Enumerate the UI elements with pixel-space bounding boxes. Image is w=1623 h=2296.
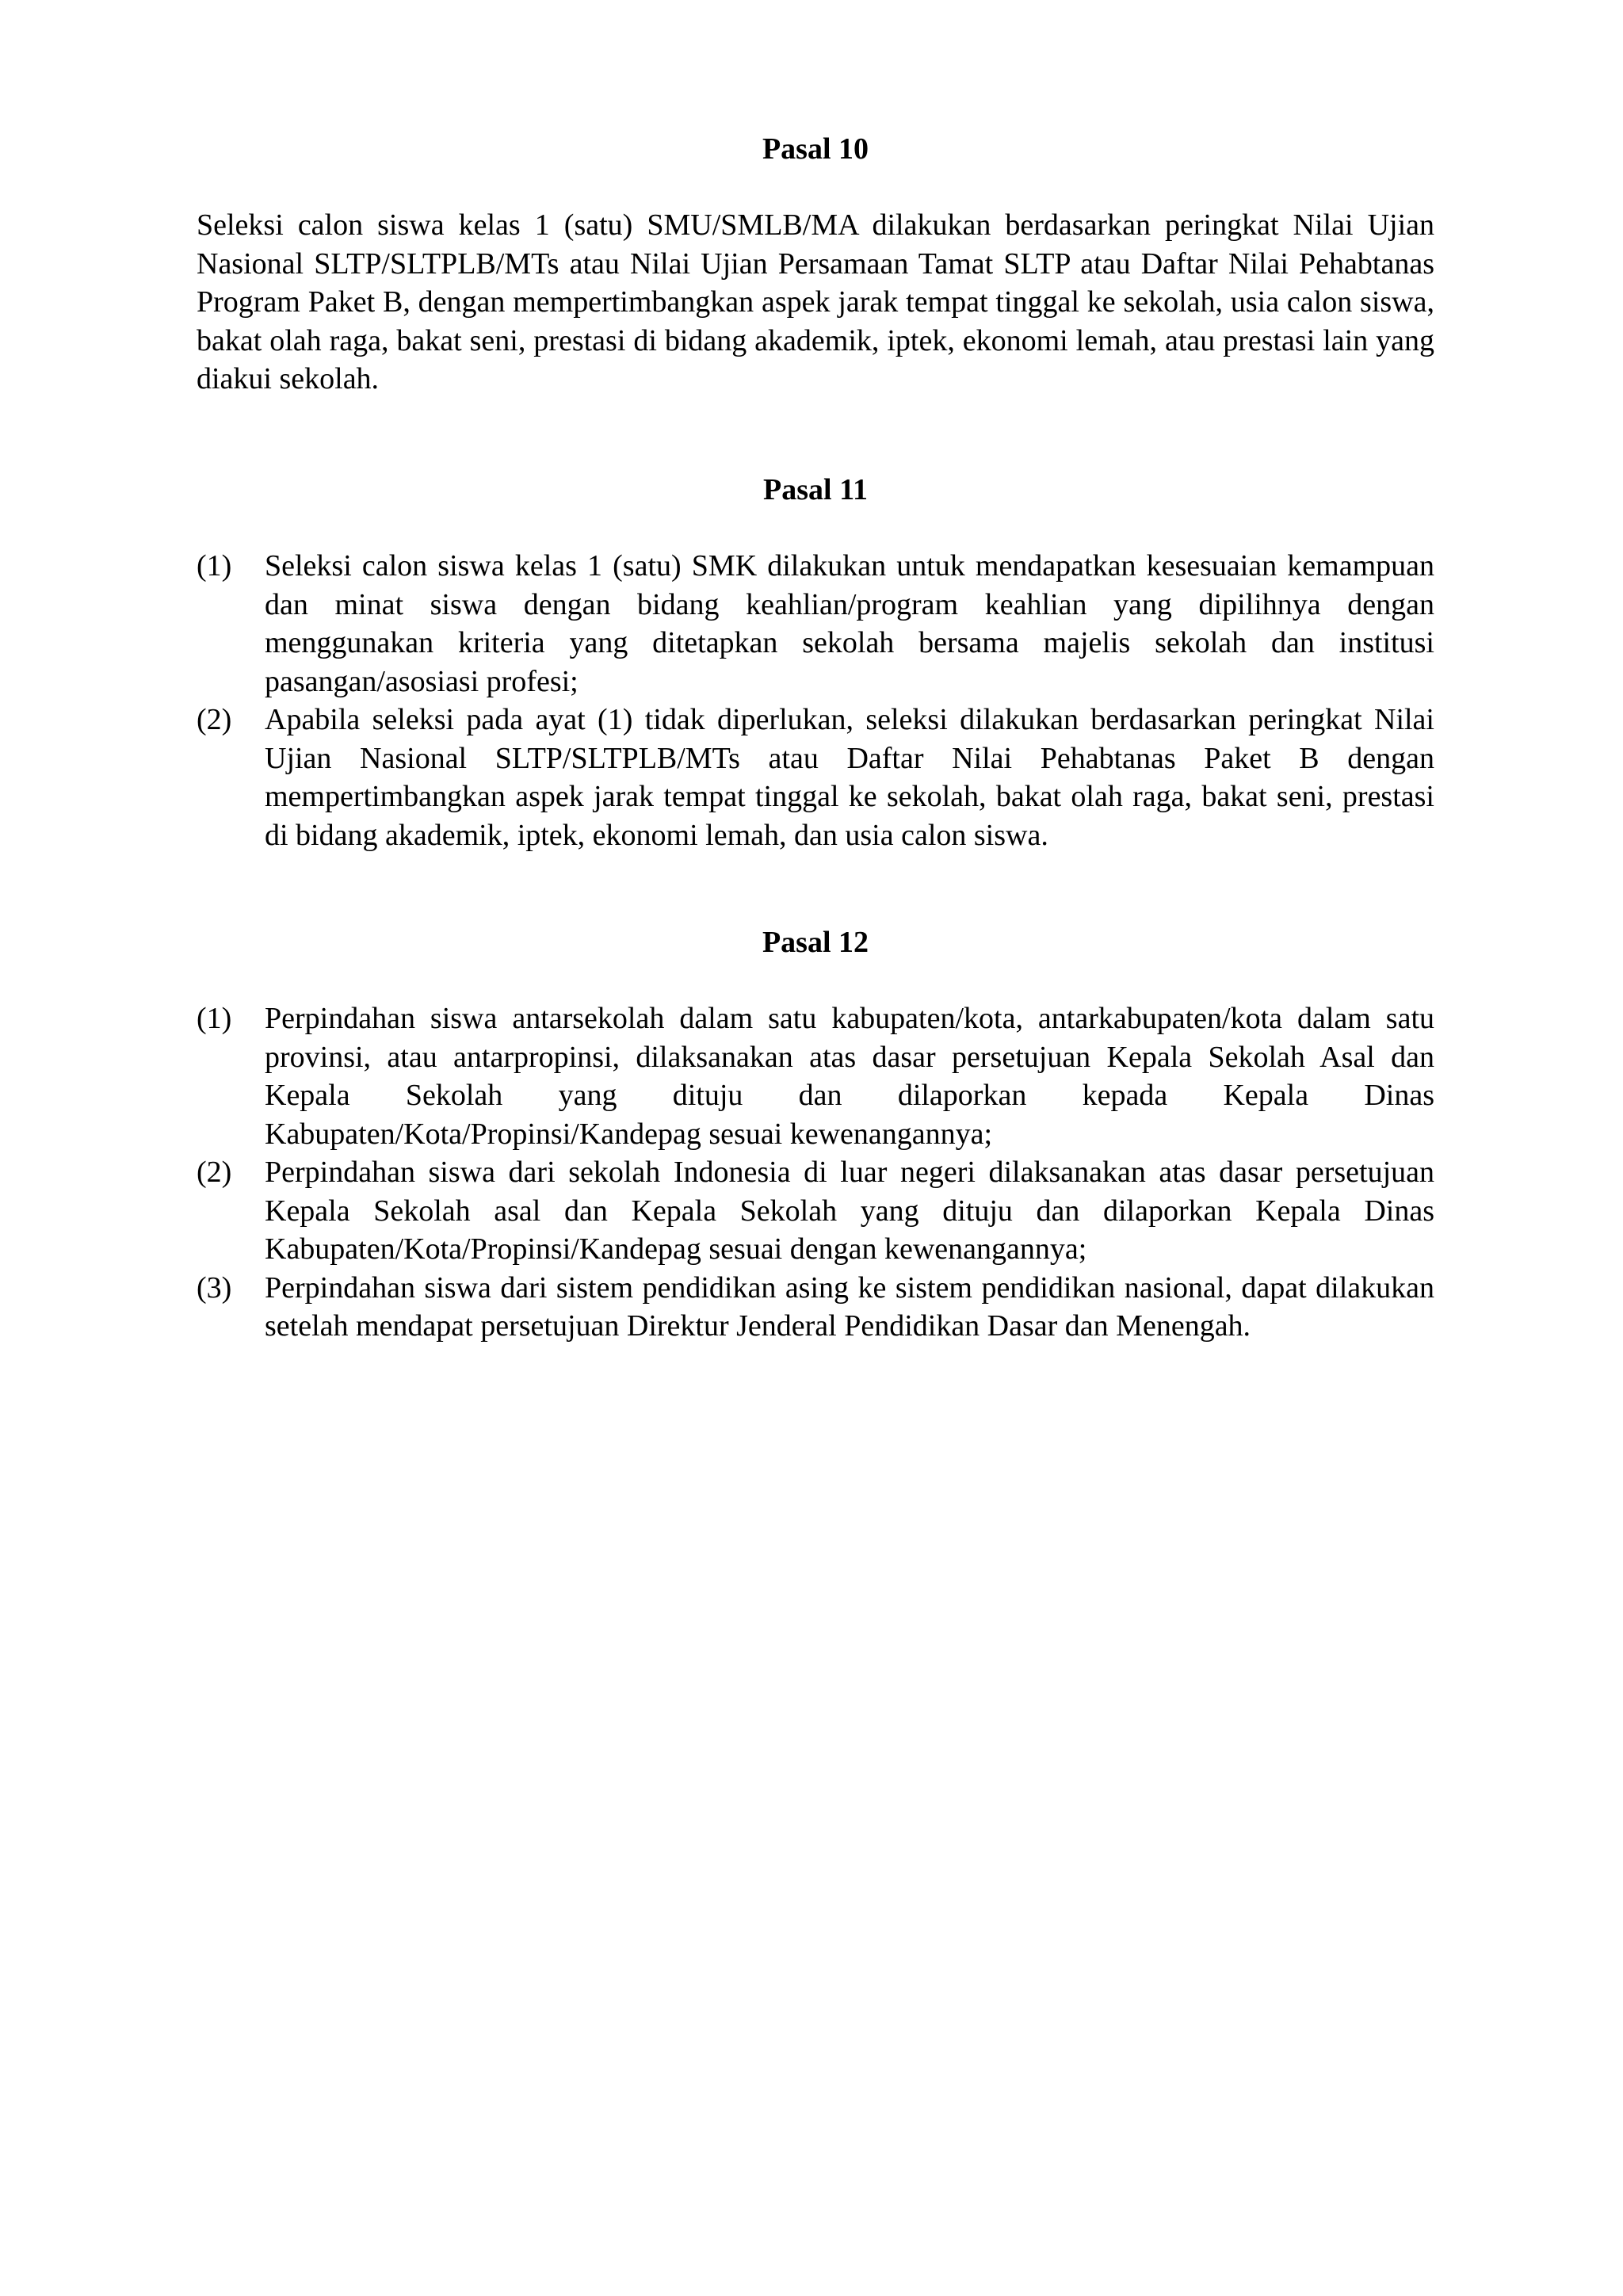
pasal-11-section [197,471,1434,854]
item-text: Apabila seleksi pada ayat (1) tidak diperlukan, seleksi dilakukan berdasarkan peringkat Nilai Ujian Nasional SLTP/SLTPLB/MTs atau Daftar Nilai Pehabtanas Paket B dengan mempertimbangkan aspek jarak tempat tinggal ke sekolah, bakat olah raga, bakat seni, prestasi di bidang akademik, iptek, ekonomi lemah, dan usia calon siswa. [265,703,1434,852]
pasal-12-item-1 [197,999,1434,1153]
pasal-12-section [197,923,1434,1346]
pasal-10-paragraph: Seleksi calon siswa kelas 1 (satu) SMU/SMLB/MA dilakukan berdasarkan peringkat Nilai Ujian Nasional SLTP/SLTPLB/MTs atau Nilai Ujian Persamaan Tamat SLTP atau Daftar Nilai Pehabtanas Program Paket B, dengan mempertimbangkan aspek jarak tempat tinggal ke sekolah, usia calon siswa, bakat olah raga, bakat seni, prestasi di bidang akademik, iptek, ekonomi lemah, atau prestasi lain yang diakui sekolah. [197,208,1434,395]
pasal-11-list [197,547,1434,854]
item-text: Perpindahan siswa antarsekolah dalam satu kabupaten/kota, antarkabupaten/kota dalam satu provinsi, atau antarpropinsi, dilaksanakan atas dasar persetujuan Kepala Sekolah Asal dan Kepala Sekolah yang dituju dan dilaporkan kepada Kepala Dinas Kabupaten/Kota/Propinsi/Kandepag sesuai kewenangannya; [265,1002,1434,1151]
item-number: (3) [197,1270,232,1305]
pasal-10-heading: Pasal 10 [762,132,869,166]
item-text: Seleksi calon siswa kelas 1 (satu) SMK dilakukan untuk mendapatkan kesesuaian kemampuan dan minat siswa dengan bidang keahlian/program keahlian yang dipilihnya dengan menggunakan kriteria yang ditetapkan sekolah bersama majelis sekolah dan institusi pasangan/asosiasi profesi; [265,549,1434,698]
pasal-10-section [197,130,1434,399]
item-number: (2) [197,703,232,736]
pasal-12-item-2 [197,1153,1434,1269]
pasal-12-item-3 [197,1269,1434,1346]
item-number: (1) [197,549,232,583]
pasal-12-list [197,999,1434,1346]
pasal-11-item-2 [197,701,1434,854]
item-number: (2) [197,1156,232,1189]
pasal-12-heading: Pasal 12 [762,926,869,959]
pasal-11-heading: Pasal 11 [763,473,868,506]
pasal-11-item-1 [197,547,1434,701]
item-number: (1) [197,1002,232,1035]
item-text: Perpindahan siswa dari sistem pendidikan asing ke sistem pendidikan nasional, dapat dilakukan setelah mendapat persetujuan Direktur Jenderal Pendidikan Dasar dan Menengah. [265,1270,1434,1343]
item-text: Perpindahan siswa dari sekolah Indonesia di luar negeri dilaksanakan atas dasar persetujuan Kepala Sekolah asal dan Kepala Sekolah yang dituju dan dilaporkan Kepala Dinas Kabupaten/Kota/Propinsi/Kandepag sesuai dengan kewenangannya; [265,1156,1434,1266]
